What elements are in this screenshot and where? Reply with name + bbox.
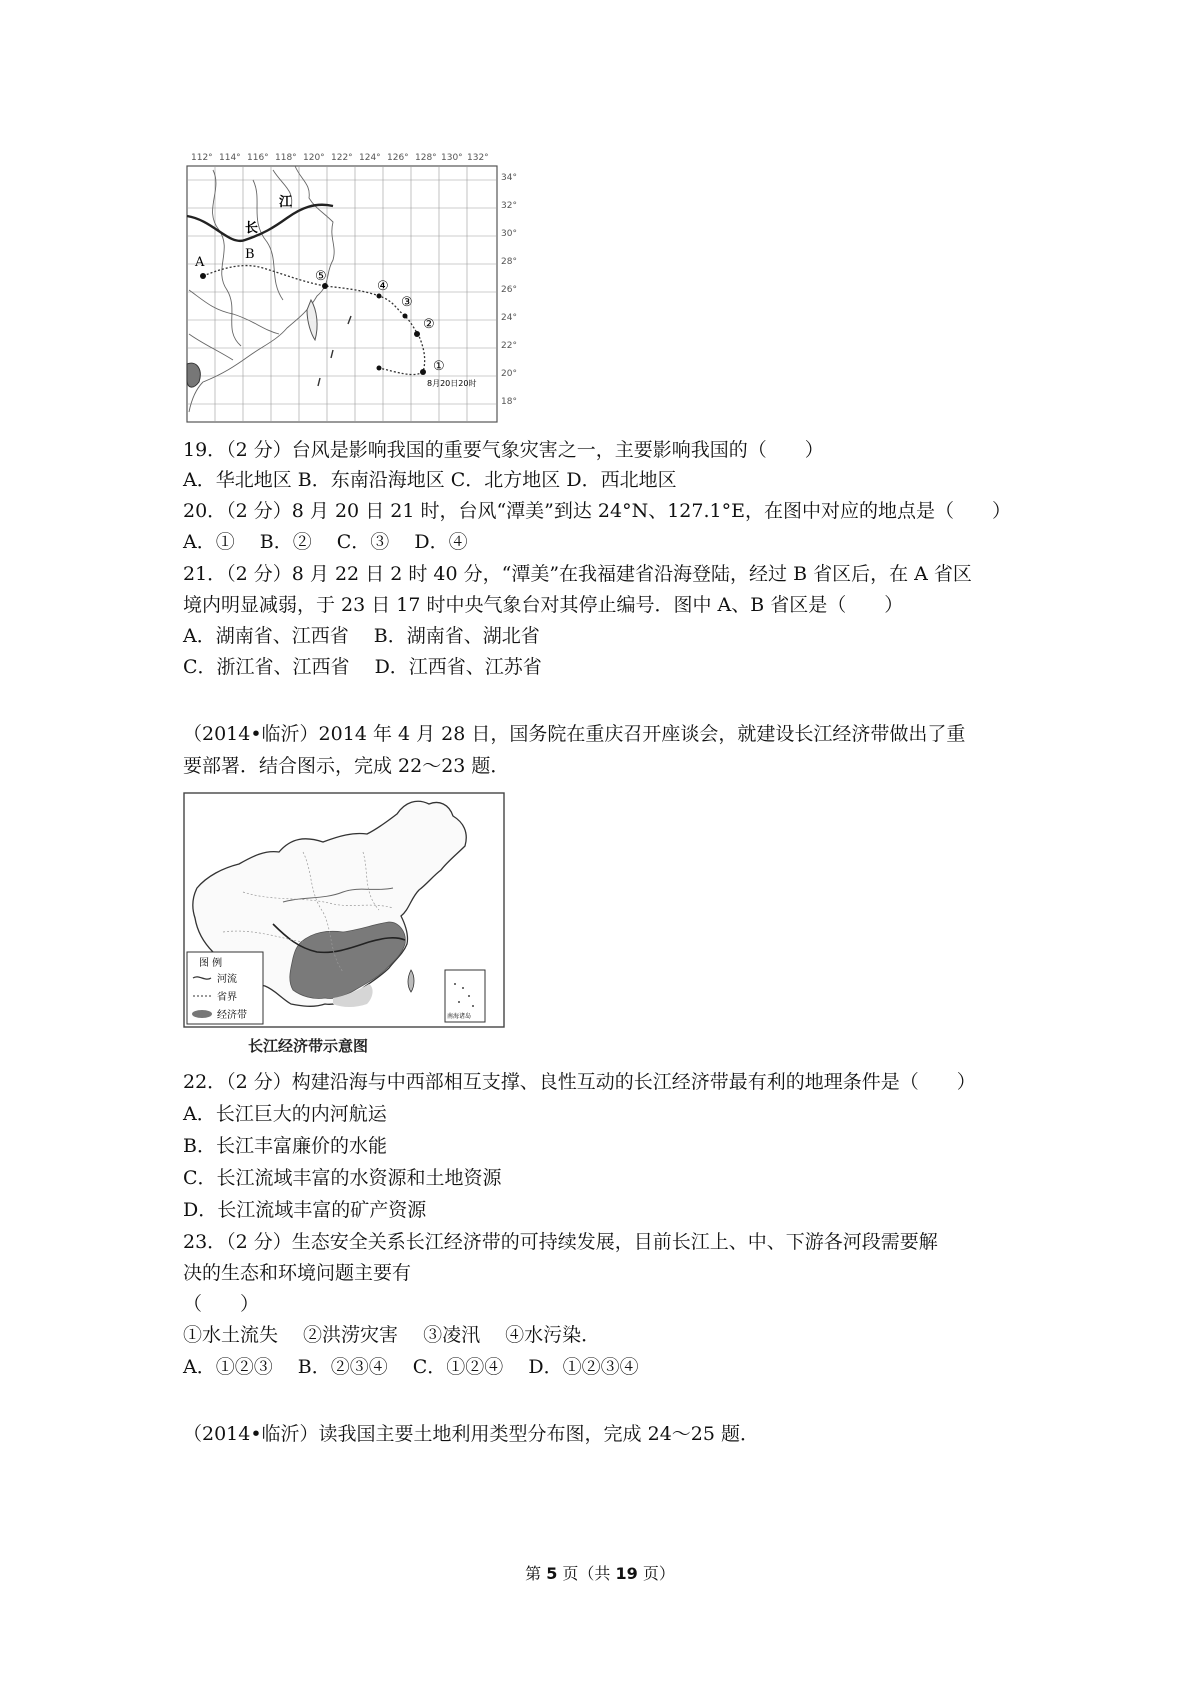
- map-caption: 长江经济带示意图: [248, 1037, 369, 1055]
- china-map-svg: [183, 792, 505, 1028]
- point-3: ③: [401, 295, 413, 310]
- q23-stem-line2: 决的生态和环境问题主要有: [183, 1262, 412, 1284]
- q23-options: A．①②③ B．②③④ C．①②④ D．①②③④: [183, 1356, 639, 1378]
- lat-label: 26°: [501, 285, 517, 295]
- footer-total-pages: 19: [615, 1564, 638, 1583]
- lat-label: 22°: [501, 341, 517, 351]
- lat-label: 28°: [501, 257, 517, 267]
- lon-label: 114°: [219, 153, 241, 163]
- q20-stem: 20．（2 分）8 月 20 日 21 时，台风“潭美”到达 24°N、127.1°E，在图中对应的地点是（ ）: [183, 500, 1011, 522]
- legend-border: 省界: [217, 992, 237, 1003]
- latitude-labels: [501, 173, 517, 407]
- legend-river: 河流: [217, 974, 237, 985]
- q21-stem-line1: 21．（2 分）8 月 22 日 2 时 40 分，“潭美”在我福建省沿海登陆，经过 B 省区后，在 A 省区: [183, 563, 972, 585]
- intro2-line1: （2014•临沂）读我国主要土地利用类型分布图，完成 24～25 题．: [183, 1423, 759, 1445]
- footer-page-number: 5: [546, 1564, 558, 1583]
- q23-items: ①水土流失 ②洪涝灾害 ③凌汛 ④水污染．: [183, 1324, 601, 1346]
- lat-label: 30°: [501, 229, 517, 239]
- q19-options: A．华北地区 B．东南沿海地区 C．北方地区 D．西北地区: [183, 469, 677, 491]
- lat-label: 32°: [501, 201, 517, 211]
- lon-label: 120°: [303, 153, 325, 163]
- q22-option-b: B．长江丰富廉价的水能: [183, 1135, 387, 1157]
- lat-label: 20°: [501, 369, 517, 379]
- label-a: A: [195, 255, 205, 270]
- yangtze-economic-belt-map: [183, 792, 505, 1028]
- typhoon-map-svg: [183, 150, 523, 428]
- lon-label: 126°: [387, 153, 409, 163]
- q21-options-line1: A．湖南省、江西省 B．湖南省、湖北省: [183, 625, 540, 647]
- footer-prefix: 第: [525, 1564, 547, 1583]
- label-jiang: 江: [279, 195, 293, 210]
- footer-suffix: 页）: [637, 1564, 675, 1583]
- q22-option-a: A．长江巨大的内河航运: [183, 1103, 387, 1125]
- q23-blank: （ ）: [183, 1293, 260, 1315]
- label-chang: 长: [245, 221, 259, 236]
- legend-title: 图 例: [199, 958, 223, 969]
- lon-label: 116°: [247, 153, 269, 163]
- map-legend: [187, 952, 263, 1024]
- q23-stem-line1: 23．（2 分）生态安全关系长江经济带的可持续发展，目前长江上、中、下游各河段需要解: [183, 1231, 938, 1253]
- island-blob: [187, 363, 200, 387]
- point-5: ⑤: [315, 269, 327, 284]
- q22-option-d: D．长江流域丰富的矿产资源: [183, 1199, 427, 1221]
- q22-option-c: C．长江流域丰富的水资源和土地资源: [183, 1167, 502, 1189]
- inset-label: 南海诸岛: [447, 1013, 472, 1020]
- lon-label: 128°: [415, 153, 437, 163]
- q20-options: A．① B．② C．③ D．④: [183, 531, 468, 553]
- legend-zone: 经济带: [217, 1010, 247, 1021]
- lon-label: 132°: [467, 153, 489, 163]
- south-china-sea-inset: [445, 970, 485, 1022]
- typhoon-track-map: [183, 150, 523, 428]
- lon-label: 112°: [191, 153, 213, 163]
- date-label: 8月20日20时: [427, 379, 477, 388]
- label-b: B: [245, 247, 255, 262]
- q21-options-line2: C．浙江省、江西省 D．江西省、江苏省: [183, 656, 542, 678]
- lat-label: 34°: [501, 173, 517, 183]
- lat-label: 18°: [501, 397, 517, 407]
- lon-label: 122°: [331, 153, 353, 163]
- point-2: ②: [423, 317, 435, 332]
- q21-stem-line2: 境内明显减弱，于 23 日 17 时中央气象台对其停止编号．图中 A、B 省区是（ ）: [183, 594, 904, 616]
- point-4: ④: [377, 279, 389, 294]
- page-footer: [0, 1561, 1200, 1584]
- q19-stem: 19．（2 分）台风是影响我国的重要气象灾害之一，主要影响我国的（ ）: [183, 439, 824, 461]
- lon-label: 118°: [275, 153, 297, 163]
- footer-middle: 页（共: [557, 1564, 616, 1583]
- point-1: ①: [433, 359, 445, 374]
- lon-label: 130°: [441, 153, 463, 163]
- lon-label: 124°: [359, 153, 381, 163]
- intro1-line2: 要部署．结合图示，完成 22～23 题．: [183, 755, 510, 777]
- lat-label: 24°: [501, 313, 517, 323]
- intro1-line1: （2014•临沂）2014 年 4 月 28 日，国务院在重庆召开座谈会，就建设长江经济带做出了重: [183, 723, 966, 745]
- longitude-labels: [191, 153, 489, 163]
- q22-stem: 22．（2 分）构建沿海与中西部相互支撑、良性互动的长江经济带最有利的地理条件是（ ）: [183, 1071, 976, 1093]
